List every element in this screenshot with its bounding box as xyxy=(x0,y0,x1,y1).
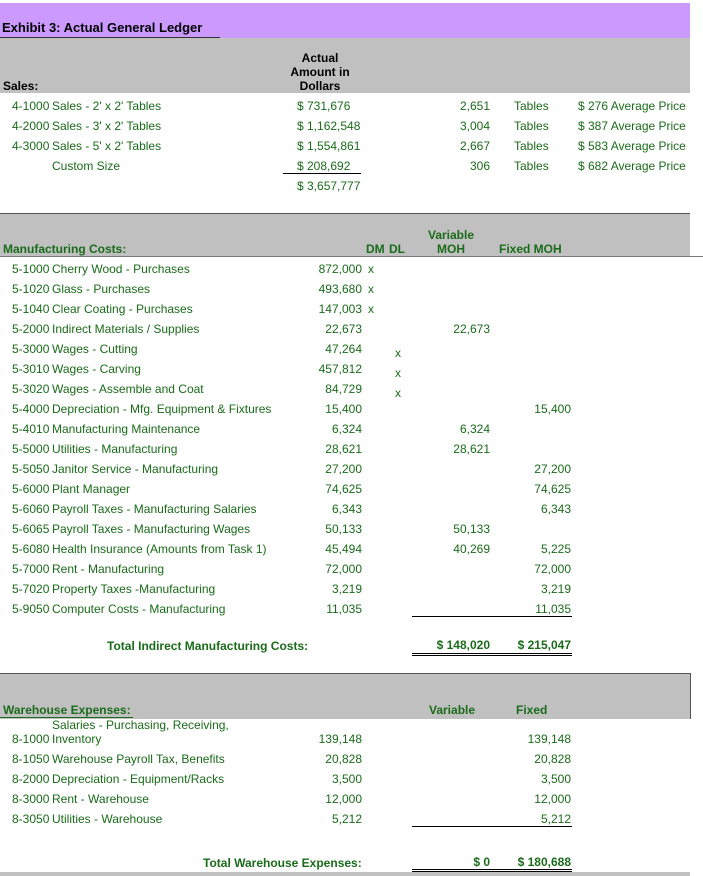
mfg-row-code: 5-3020 xyxy=(12,382,50,396)
mfg-row-name: Manufacturing Maintenance xyxy=(52,422,201,436)
sales-total: $ 3,657,777 xyxy=(297,179,361,193)
wh-row-amount: 5,212 xyxy=(331,812,362,826)
mfg-row-code: 5-6065 xyxy=(12,522,50,536)
sales-row-amount: $ 208,692 xyxy=(297,159,351,173)
mfg-row-fixed: 3,219 xyxy=(540,582,571,596)
wh-row-amount: 139,148 xyxy=(318,732,362,746)
wh-row-name: Depreciation - Equipment/Racks xyxy=(52,772,225,786)
mfg-total-fixed: $ 215,047 xyxy=(517,638,571,652)
mfg-total-variable: $ 148,020 xyxy=(436,638,490,652)
mfg-row-code: 5-1020 xyxy=(12,282,50,296)
sales-row-qty: 2,667 xyxy=(459,139,490,153)
warehouse-col-fixed: Fixed xyxy=(516,703,548,717)
mfg-row-name: Property Taxes -Manufacturing xyxy=(52,582,216,596)
mfg-row-amount: 45,494 xyxy=(325,542,362,556)
page-title: Exhibit 3: Actual General Ledger xyxy=(2,20,203,35)
mfg-row-name: Depreciation - Mfg. Equipment & Fixtures xyxy=(52,402,272,416)
mfg-row-fixed: 27,200 xyxy=(534,462,571,476)
mfg-total-double-rule xyxy=(412,653,572,656)
mfg-row-name: Glass - Purchases xyxy=(52,282,151,296)
sales-row-code: 4-1000 xyxy=(12,99,50,113)
mfg-row-fixed: 72,000 xyxy=(534,562,571,576)
mfg-row-code: 5-6000 xyxy=(12,482,50,496)
mfg-row-variable: 40,269 xyxy=(453,542,490,556)
mfg-row-amount: 72,000 xyxy=(325,562,362,576)
sales-row-unit: Tables xyxy=(514,99,549,113)
sales-row-name: Sales - 3' x 2' Tables xyxy=(52,119,162,133)
sales-amount-header-2: Amount in xyxy=(290,65,350,79)
mfg-row-fixed: 6,343 xyxy=(540,502,571,516)
wh-total-variable: $ 0 xyxy=(473,855,490,869)
sales-row-name: Custom Size xyxy=(52,159,121,173)
mfg-row-fixed: 15,400 xyxy=(534,402,571,416)
sales-row-code: 4-3000 xyxy=(12,139,50,153)
mfg-row-variable: 22,673 xyxy=(453,322,490,336)
mfg-row-code: 5-6080 xyxy=(12,542,50,556)
mfg-row-amount: 457,812 xyxy=(318,362,362,376)
mfg-row-code: 5-5000 xyxy=(12,442,50,456)
mfg-row-amount: 27,200 xyxy=(325,462,362,476)
mfg-row-dl-mark: x xyxy=(395,346,401,360)
mfg-row-amount: 6,343 xyxy=(331,502,362,516)
sales-amount-header-3: Dollars xyxy=(299,79,341,93)
wh-row-name: Utilities - Warehouse xyxy=(52,812,163,826)
mfg-row-amount: 493,680 xyxy=(318,282,362,296)
col-variable-moh-2: MOH xyxy=(437,242,465,256)
sales-row-qty: 3,004 xyxy=(459,119,490,133)
wh-row-code: 8-3050 xyxy=(12,812,50,826)
wh-row-fixed: 12,000 xyxy=(534,792,571,806)
mfg-row-variable: 6,324 xyxy=(459,422,490,436)
wh-row-amount: 12,000 xyxy=(325,792,362,806)
mfg-row-code: 5-7000 xyxy=(12,562,50,576)
mfg-row-code: 5-5050 xyxy=(12,462,50,476)
mfg-row-amount: 6,324 xyxy=(331,422,362,436)
mfg-row-amount: 147,003 xyxy=(318,302,362,316)
mfg-row-name: Health Insurance (Amounts from Task 1) xyxy=(52,542,267,556)
mfg-row-amount: 28,621 xyxy=(325,442,362,456)
mfg-row-amount: 50,133 xyxy=(325,522,362,536)
sales-row-avg: $ 387 Average Price xyxy=(578,119,686,133)
mfg-row-code: 5-2000 xyxy=(12,322,50,336)
mfg-row-code: 5-3010 xyxy=(12,362,50,376)
sales-row-amount: $ 1,554,861 xyxy=(297,139,361,153)
sales-row-avg: $ 276 Average Price xyxy=(578,99,686,113)
mfg-row-name: Plant Manager xyxy=(52,482,131,496)
sales-row-qty: 306 xyxy=(469,159,490,173)
wh-row-code: 8-1050 xyxy=(12,752,50,766)
col-variable-moh-1: Variable xyxy=(427,228,475,242)
sales-amount-header-1: Actual xyxy=(301,51,339,65)
col-dl: DL xyxy=(389,242,405,256)
mfg-row-name: Wages - Cutting xyxy=(52,342,138,356)
mfg-row-amount: 47,264 xyxy=(325,342,362,356)
mfg-row-amount: 84,729 xyxy=(325,382,362,396)
mfg-row-fixed: 74,625 xyxy=(534,482,571,496)
mfg-row-code: 5-1040 xyxy=(12,302,50,316)
sales-row-qty: 2,651 xyxy=(459,99,490,113)
wh-row-fixed: 20,828 xyxy=(534,752,571,766)
wh-total-fixed: $ 180,688 xyxy=(517,855,571,869)
col-dm: DM xyxy=(366,242,385,256)
wh-row-code: 8-1000 xyxy=(12,732,50,746)
mfg-row-name: Computer Costs - Manufacturing xyxy=(52,602,226,616)
sales-row-name: Sales - 2' x 2' Tables xyxy=(52,99,162,113)
sales-row-avg: $ 682 Average Price xyxy=(578,159,686,173)
mfg-row-name: Payroll Taxes - Manufacturing Salaries xyxy=(52,502,257,516)
mfg-row-code: 5-4010 xyxy=(12,422,50,436)
bottom-band xyxy=(0,872,690,876)
warehouse-header: Warehouse Expenses: xyxy=(3,703,131,717)
mfg-row-name: Utilities - Manufacturing xyxy=(52,442,178,456)
mfg-subtotal-rule xyxy=(412,616,572,617)
mfg-row-name: Cherry Wood - Purchases xyxy=(52,262,190,276)
warehouse-col-variable: Variable xyxy=(429,703,476,717)
mfg-row-amount: 11,035 xyxy=(326,602,362,616)
mfg-row-code: 5-7020 xyxy=(12,582,50,596)
sales-row-code: 4-2000 xyxy=(12,119,50,133)
wh-row-fixed: 3,500 xyxy=(540,772,571,786)
mfg-row-dl-mark: x xyxy=(395,366,401,380)
mfg-row-amount: 74,625 xyxy=(325,482,362,496)
wh-row-fixed: 5,212 xyxy=(540,812,571,826)
wh-row-name: Warehouse Payroll Tax, Benefits xyxy=(52,752,225,766)
mfg-row-variable: 50,133 xyxy=(453,522,490,536)
warehouse-row-1-top-line: Salaries - Purchasing, Receiving, xyxy=(52,718,229,732)
mfg-row-name: Rent - Manufacturing xyxy=(52,562,165,576)
mfg-row-dl-mark: x xyxy=(395,386,401,400)
mfg-row-code: 5-9050 xyxy=(12,602,50,616)
mfg-row-name: Janitor Service - Manufacturing xyxy=(52,462,219,476)
mfg-row-name: Wages - Assemble and Coat xyxy=(52,382,204,396)
mfg-total-label: Total Indirect Manufacturing Costs: xyxy=(107,639,309,653)
col-fixed-moh: Fixed MOH xyxy=(499,242,562,256)
mfg-row-code: 5-4000 xyxy=(12,402,50,416)
mfg-row-name: Payroll Taxes - Manufacturing Wages xyxy=(52,522,251,536)
manufacturing-header-rule xyxy=(0,256,703,257)
wh-total-label: Total Warehouse Expenses: xyxy=(203,856,362,870)
sales-row-name: Sales - 5' x 2' Tables xyxy=(52,139,162,153)
wh-row-fixed: 139,148 xyxy=(527,732,571,746)
mfg-row-fixed: 5,225 xyxy=(540,542,571,556)
mfg-row-code: 5-3000 xyxy=(12,342,50,356)
mfg-row-code: 5-6060 xyxy=(12,502,50,516)
mfg-row-name: Wages - Carving xyxy=(52,362,141,376)
wh-row-name: Rent - Warehouse xyxy=(52,792,149,806)
mfg-row-amount: 22,673 xyxy=(325,322,362,336)
mfg-row-dm-mark: x xyxy=(368,302,374,316)
manufacturing-header: Manufacturing Costs: xyxy=(3,242,127,256)
wh-row-amount: 20,828 xyxy=(325,752,362,766)
sales-row-amount: $ 731,676 xyxy=(297,99,351,113)
mfg-row-fixed: 11,035 xyxy=(535,602,571,616)
sales-row-unit: Tables xyxy=(514,119,549,133)
mfg-row-code: 5-1000 xyxy=(12,262,50,276)
mfg-row-amount: 3,219 xyxy=(331,582,362,596)
wh-row-amount: 3,500 xyxy=(331,772,362,786)
sales-row-amount: $ 1,162,548 xyxy=(297,119,361,133)
wh-row-code: 8-3000 xyxy=(12,792,50,806)
mfg-row-name: Indirect Materials / Supplies xyxy=(52,322,200,336)
mfg-row-amount: 872,000 xyxy=(318,262,362,276)
mfg-row-name: Clear Coating - Purchases xyxy=(52,302,193,316)
mfg-row-dm-mark: x xyxy=(368,262,374,276)
sales-row-avg: $ 583 Average Price xyxy=(578,139,686,153)
mfg-row-amount: 15,400 xyxy=(325,402,362,416)
mfg-row-variable: 28,621 xyxy=(453,442,490,456)
sales-row-unit: Tables xyxy=(514,139,549,153)
wh-row-name: Inventory xyxy=(52,732,102,746)
mfg-row-dm-mark: x xyxy=(368,282,374,296)
wh-row-code: 8-2000 xyxy=(12,772,50,786)
sales-row-unit: Tables xyxy=(514,159,549,173)
sales-header: Sales: xyxy=(3,79,39,93)
wh-subtotal-rule xyxy=(412,826,572,827)
sales-total-rule xyxy=(283,173,361,174)
